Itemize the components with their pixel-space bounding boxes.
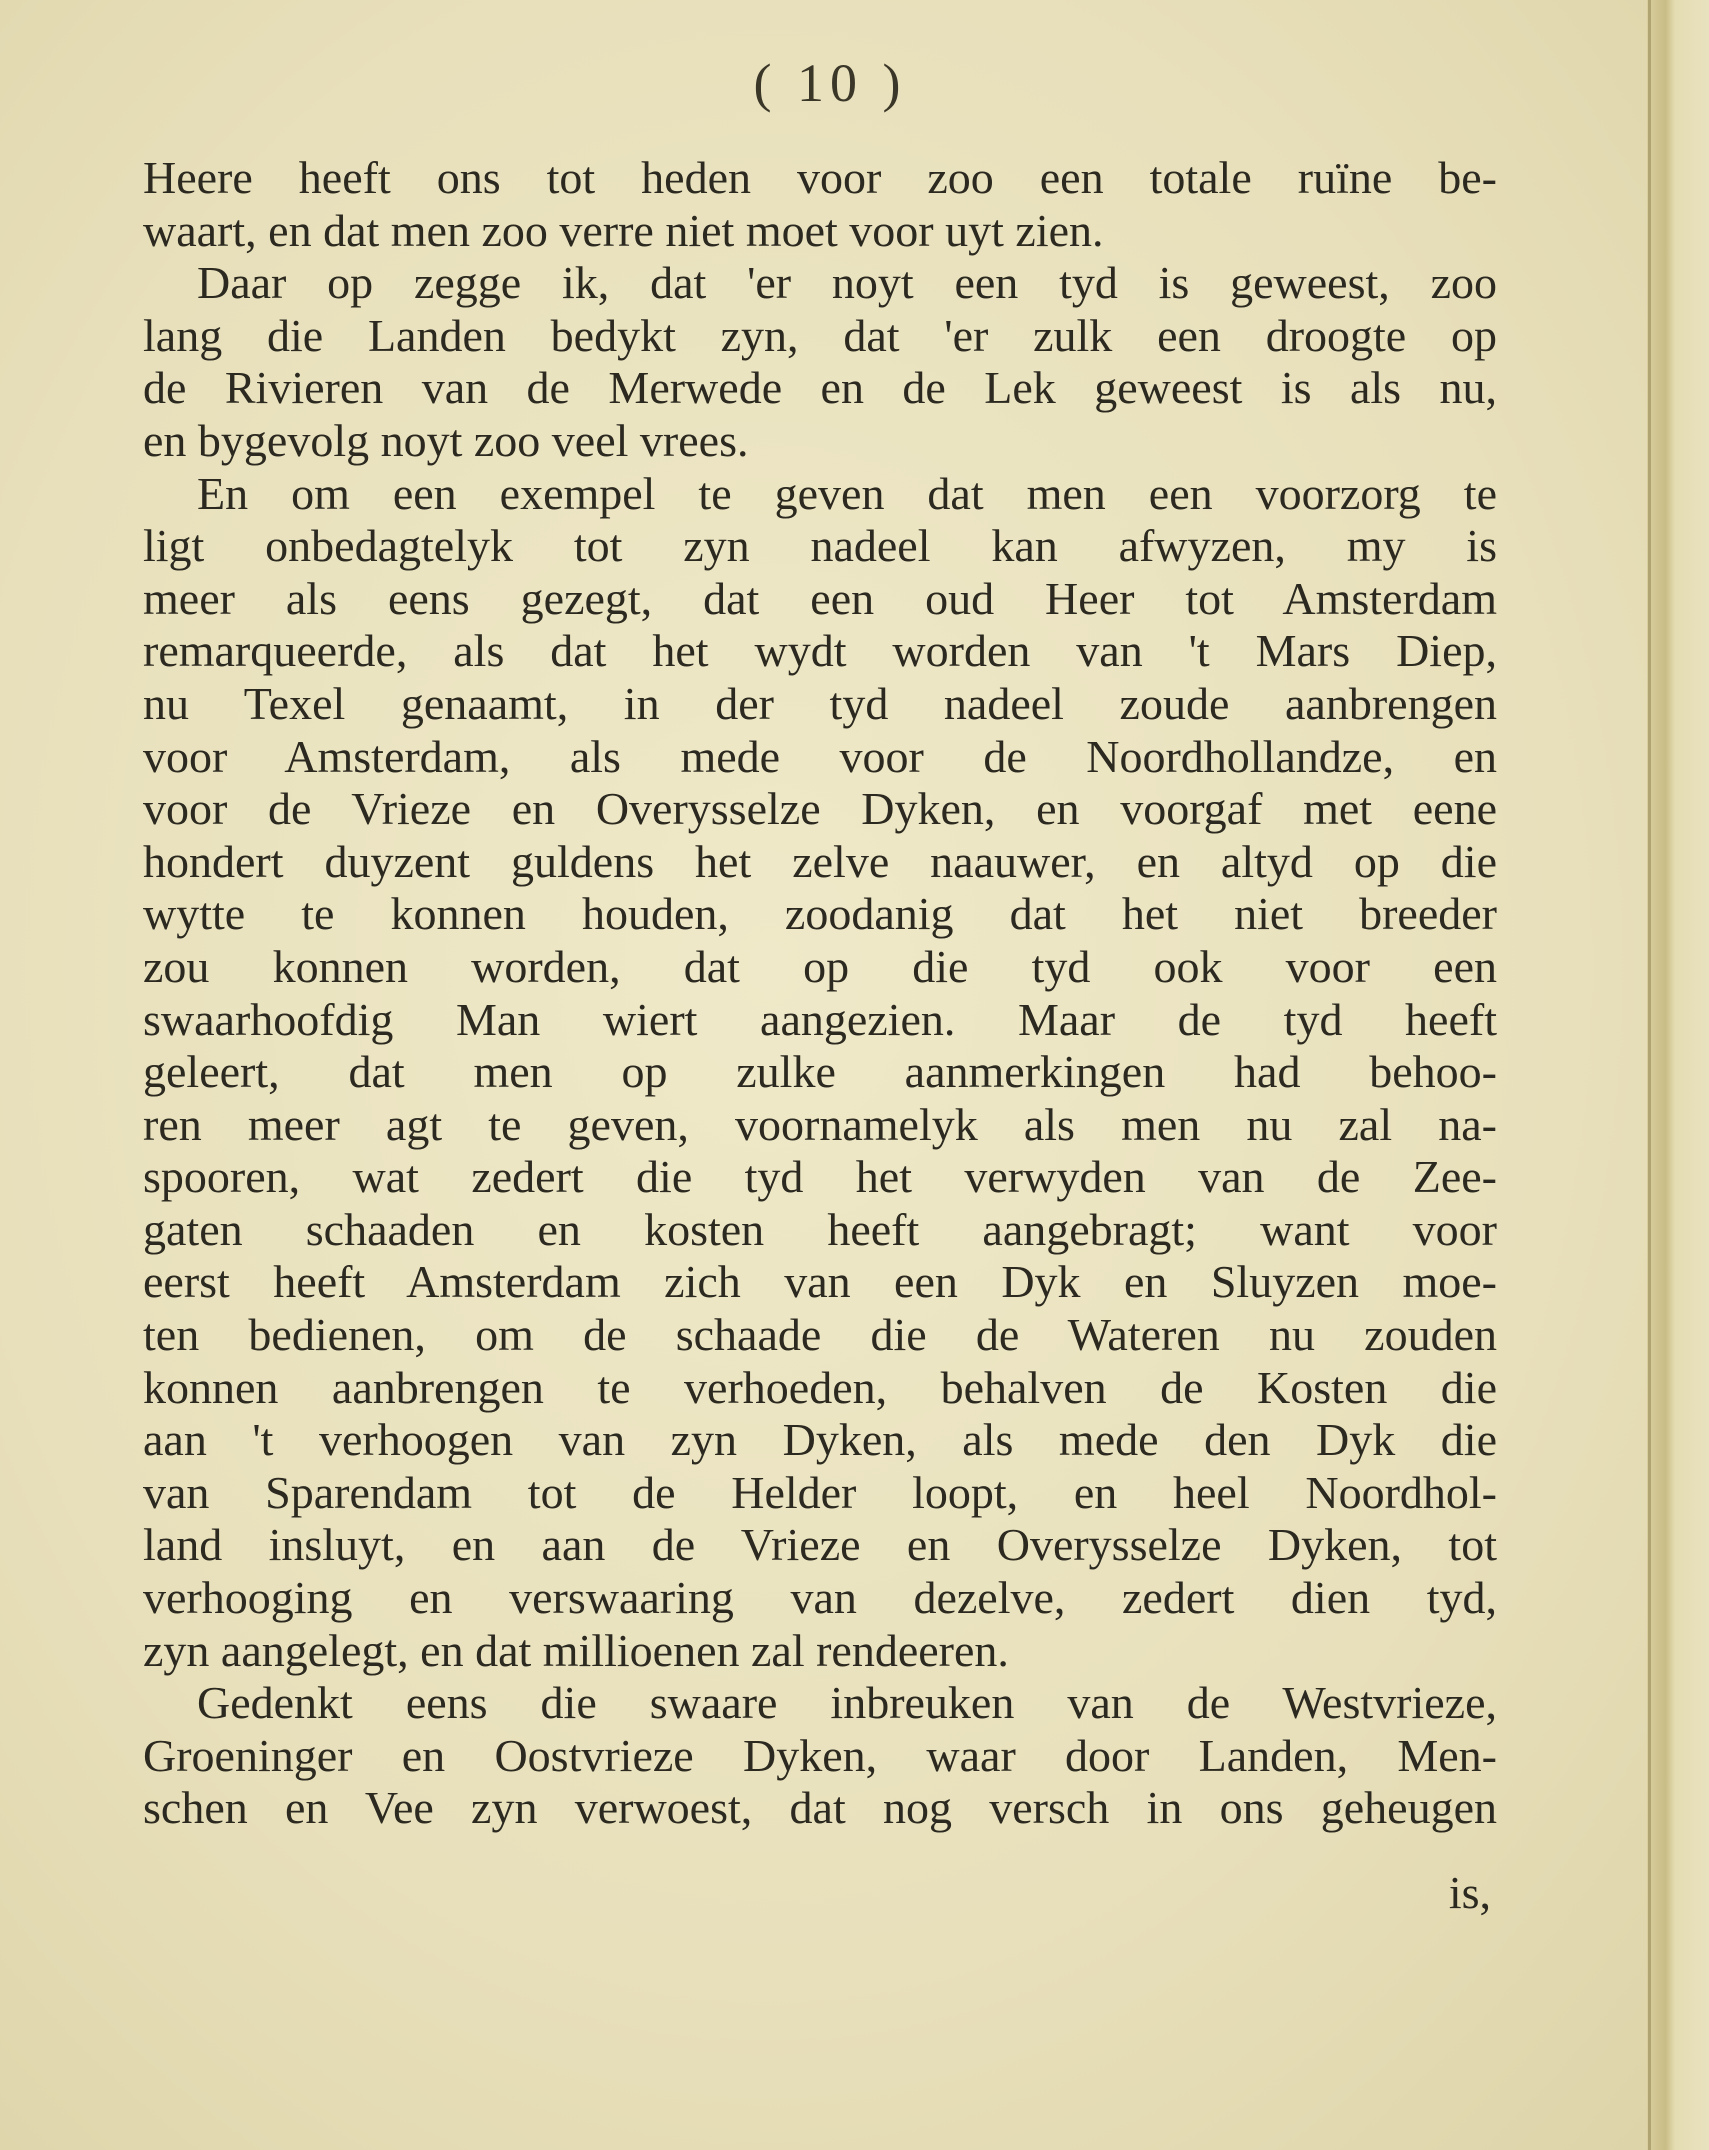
text-line: lang die Landen bedykt zyn, dat 'er zulk een droogte op (143, 309, 1497, 361)
text-line: eerst heeft Amsterdam zich van een Dyk en Sluyzen moe- (143, 1256, 1497, 1308)
text-line: voor Amsterdam, als mede voor de Noordhollandze, en (143, 730, 1497, 782)
body-text (143, 152, 1497, 1835)
text-line: verhooging en verswaaring van dezelve, zedert dien tyd, (143, 1572, 1497, 1624)
catchword: is, (1448, 1867, 1491, 1918)
text-line: Gedenkt eens die swaare inbreuken van de Westvrieze, (197, 1677, 1497, 1729)
text-line: ligt onbedagtelyk tot zyn nadeel kan afwyzen, my is (143, 520, 1497, 572)
text-line: aan 't verhoogen van zyn Dyken, als mede den Dyk die (143, 1414, 1497, 1466)
text-line: Heere heeft ons tot heden voor zoo een totale ruïne be- (143, 152, 1497, 203)
text-line: spooren, wat zedert die tyd het verwyden van de Zee- (143, 1151, 1497, 1203)
text-line: Daar op zegge ik, dat 'er noyt een tyd is geweest, zoo (197, 257, 1497, 309)
text-line: land insluyt, en aan de Vrieze en Overysselze Dyken, tot (143, 1519, 1497, 1571)
text-line: hondert duyzent guldens het zelve naauwer, en altyd op die (143, 835, 1497, 887)
text-line: konnen aanbrengen te verhoeden, behalven de Kosten die (143, 1361, 1497, 1413)
text-line: zyn aangelegt, en dat millioenen zal rendeeren. (143, 1624, 1009, 1676)
page-number: ( 10 ) (753, 53, 907, 113)
text-line: van Sparendam tot de Helder loopt, en heel Noordhol- (143, 1466, 1497, 1518)
text-line: gaten schaaden en kosten heeft aangebragt; want voor (143, 1203, 1497, 1255)
text-line: ten bedienen, om de schaade die de Wateren nu zouden (143, 1309, 1497, 1361)
text-line: wytte te konnen houden, zoodanig dat het niet breeder (143, 888, 1497, 940)
text-line: zou konnen worden, dat op die tyd ook voor een (143, 940, 1497, 992)
text-line: meer als eens gezegt, dat een oud Heer tot Amsterdam (143, 572, 1497, 624)
text-line: En om een exempel te geven dat men een voorzorg te (197, 467, 1497, 519)
text-line: swaarhoofdig Man wiert aangezien. Maar de tyd heeft (143, 993, 1497, 1045)
text-line: ren meer agt te geven, voornamelyk als men nu zal na- (143, 1098, 1497, 1150)
page-gutter (1647, 0, 1709, 2150)
text-line: voor de Vrieze en Overysselze Dyken, en voorgaf met eene (143, 783, 1497, 835)
text-line: de Rivieren van de Merwede en de Lek geweest is als nu, (143, 362, 1497, 414)
text-line: geleert, dat men op zulke aanmerkingen had behoo- (143, 1046, 1497, 1098)
text-line: schen en Vee zyn verwoest, dat nog versch in ons geheugen (143, 1782, 1497, 1834)
text-line: remarqueerde, als dat het wydt worden van 't Mars Diep, (143, 625, 1497, 677)
binding-edge (1648, 0, 1651, 2150)
text-line: nu Texel genaamt, in der tyd nadeel zoude aanbrengen (143, 677, 1497, 729)
text-line: en bygevolg noyt zoo veel vrees. (143, 414, 749, 466)
text-line: waart, en dat men zoo verre niet moet voor uyt zien. (143, 204, 1104, 256)
text-line: Groeninger en Oostvrieze Dyken, waar door Landen, Men- (143, 1729, 1497, 1781)
